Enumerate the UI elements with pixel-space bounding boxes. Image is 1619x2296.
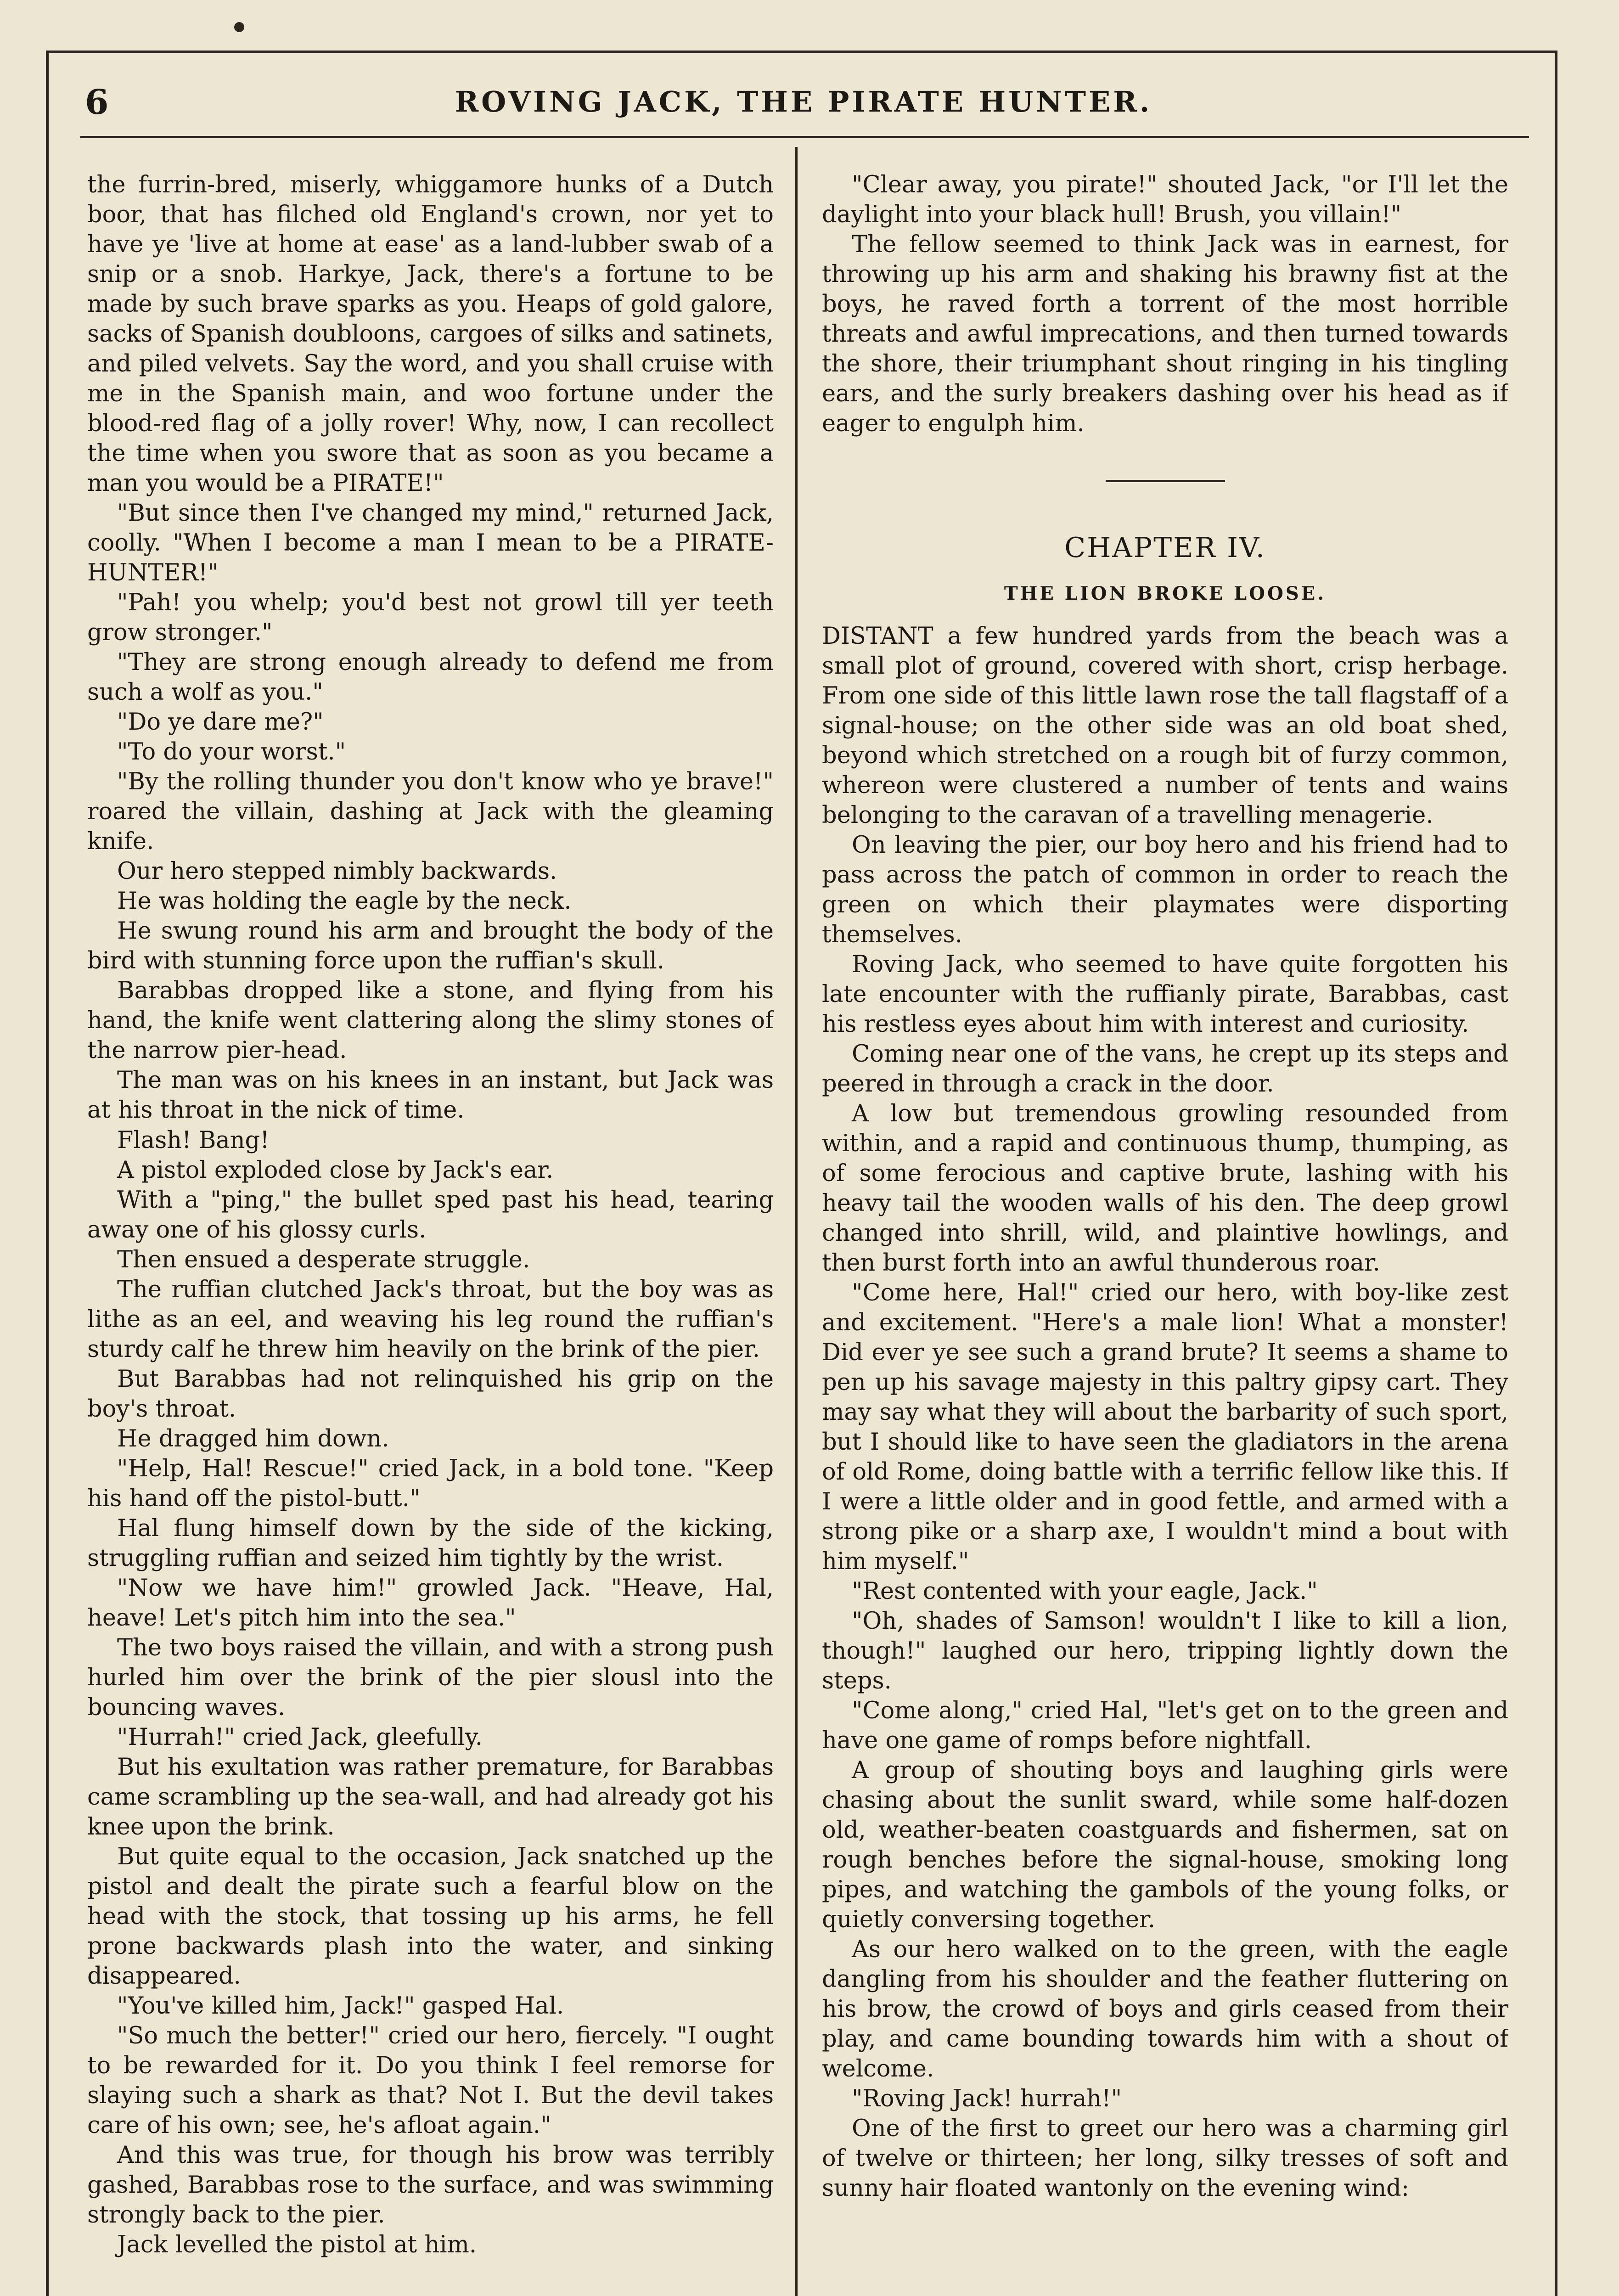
paragraph: "Clear away, you pirate!" shouted Jack, "or I'll let the daylight into your black hull! Brush, you villain!" xyxy=(822,171,1508,229)
paragraph: One of the first to greet our hero was a charming girl of twelve or thirteen; her long, silky tresses of soft and sunny hair floated wantonly on the evening wind: xyxy=(822,2115,1508,2202)
paragraph: On leaving the pier, our boy hero and his friend had to pass across the patch of common in order to reach the green on which their playmates were disporting themselves. xyxy=(822,831,1508,948)
paragraph: Our hero stepped nimbly backwards. xyxy=(117,858,557,885)
paragraph: And this was true, for though his brow was terribly gashed, Barabbas rose to the surface, and was swimming strongly back to the pier. xyxy=(87,2142,774,2229)
right-column xyxy=(822,170,1508,2296)
paragraph: The ruffian clutched Jack's throat, but the boy was as lithe as an eel, and weaving his leg round the ruffian's sturdy calf he threw him heavily on the brink of the pier. xyxy=(87,1276,774,1363)
paragraph: Jack levelled the pistol at him. xyxy=(117,2231,477,2259)
paragraph: But Barabbas had not relinquished his grip on the boy's throat. xyxy=(87,1365,774,1423)
paragraph: "Help, Hal! Rescue!" cried Jack, in a bold tone. "Keep his hand off the pistol-butt." xyxy=(87,1455,774,1512)
paragraph: "Hurrah!" cried Jack, gleefully. xyxy=(117,1723,483,1751)
paragraph: The man was on his knees in an instant, but Jack was at his throat in the nick of time. xyxy=(87,1067,774,1124)
paragraph: Flash! Bang! xyxy=(117,1126,270,1154)
chapter-text xyxy=(822,621,1508,2204)
paragraph: "Come along," cried Hal, "let's get on to the green and have one game of romps before nightfall. xyxy=(822,1697,1508,1755)
paragraph: Barabbas dropped like a stone, and flying from his hand, the knife went clattering along the slimy stones of the narrow pier-head. xyxy=(87,977,774,1064)
paragraph: "By the rolling thunder you don't know who ye brave!" roared the villain, dashing at Jack with the gleaming knife. xyxy=(87,768,774,855)
paragraph: But quite equal to the occasion, Jack snatched up the pistol and dealt the pirate such a fearful blow on the head with the stock, that tossing up his arms, he fell prone backwards plash into the water, and sinking disappeared. xyxy=(87,1843,774,1990)
paragraph: "Oh, shades of Samson! wouldn't I like to kill a lion, though!" laughed our hero, tripping lightly down the steps. xyxy=(822,1608,1508,1695)
header-rule xyxy=(80,136,1529,138)
paragraph: DISTANT a few hundred yards from the beach was a small plot of ground, covered with short, crisp herbage. From one side of this little lawn rose the tall flagstaff of a signal-house; on the other side was an old boat shed, beyond which stretched on a rough bit of furzy common, whereon were clustered a number of tents and wains belonging to the caravan of a travelling menagerie. xyxy=(822,622,1508,829)
paragraph: Coming near one of the vans, he crept up its steps and peered in through a crack in the door. xyxy=(822,1040,1508,1097)
paragraph: The fellow seemed to think Jack was in earnest, for throwing up his arm and shaking his brawny fist at the boys, he raved forth a torrent of the most horrible threats and awful imprecations, and then turned towards the shore, their triumphant shout ringing in his tingling ears, and the surly breakers dashing over his head as if eager to engulph him. xyxy=(822,231,1508,438)
paragraph: Then ensued a desperate struggle. xyxy=(117,1246,530,1273)
paragraph: "Roving Jack! hurrah!" xyxy=(852,2085,1122,2113)
paragraph: As our hero walked on to the green, with the eagle dangling from his shoulder and the feather fluttering on his brow, the crowd of boys and girls ceased from their play, and came bounding towards him with a shout of welcome. xyxy=(822,1936,1508,2083)
left-column xyxy=(87,170,774,2296)
paragraph: He swung round his arm and brought the body of the bird with stunning force upon the ruffian's skull. xyxy=(87,917,774,975)
paragraph: But his exultation was rather premature, for Barabbas came scrambling up the sea-wall, and had already got his knee upon the brink. xyxy=(87,1753,774,1840)
right-column-top-text xyxy=(822,170,1508,439)
paragraph: "Rest contented with your eagle, Jack." xyxy=(852,1578,1318,1605)
paragraph: Hal flung himself down by the side of the kicking, struggling ruffian and seized him tightly by the wrist. xyxy=(87,1514,774,1572)
paragraph: A group of shouting boys and laughing girls were chasing about the sunlit sward, while some half-dozen old, weather-beaten coastguards and fishermen, sat on rough benches before the signal-house, smoking long pipes, and watching the gambols of the young folks, or quietly conversing together. xyxy=(822,1757,1508,1934)
section-divider xyxy=(1106,480,1225,482)
paragraph: The two boys raised the villain, and with a strong push hurled him over the brink of the pier slousl into the bouncing waves. xyxy=(87,1634,774,1721)
running-head: ROVING JACK, THE PIRATE HUNTER. xyxy=(455,85,1152,118)
paragraph: the furrin-bred, miserly, whiggamore hunks of a Dutch boor, that has filched old England's crown, nor yet to have ye 'live at home at ease' as a land-lubber swab of a snip or a snob. Harkye, Jack, there's a fortune to be made by such brave sparks as you. Heaps of gold galore, sacks of Spanish doubloons, cargoes of silks and satinets, and piled velvets. Say the word, and you shall cruise with me in the Spanish main, and woo fortune under the blood-red flag of a jolly rover! Why, now, I can recollect the time when you swore that as soon as you became a man you would be a PIRATE!" xyxy=(87,171,774,497)
paragraph: "Pah! you whelp; you'd best not growl till yer teeth grow stronger." xyxy=(87,589,774,647)
chapter-subtitle: THE LION BROKE LOOSE. xyxy=(1004,582,1327,604)
paragraph: "You've killed him, Jack!" gasped Hal. xyxy=(117,1992,564,2020)
paragraph: "Come here, Hal!" cried our hero, with boy-like zest and excitement. "Here's a male lion! What a monster! Did ever ye see such a grand brute? It seems a shame to pen up his savage majesty in this paltry gipsy cart. They may say what they will about the barbarity of such sport, but I should like to have seen the gladiators in the arena of old Rome, doing battle with a terrific fellow like this. If I were a little older and in good fettle, and armed with a strong pike or a sharp axe, I wouldn't mind a bout with him myself." xyxy=(822,1279,1508,1576)
paragraph: He was holding the eagle by the neck. xyxy=(117,888,572,915)
paragraph: "They are strong enough already to defend me from such a wolf as you." xyxy=(87,649,774,706)
paragraph: "Do ye dare me?" xyxy=(117,709,324,736)
paragraph: A low but tremendous growling resounded from within, and a rapid and continuous thump, thumping, as of some ferocious and captive brute, lashing with his heavy tail the wooden walls of his den. The deep growl changed into shrill, wild, and plaintive howlings, and then burst forth into an awful thunderous roar. xyxy=(822,1100,1508,1277)
paragraph: With a "ping," the bullet sped past his head, tearing away one of his glossy curls. xyxy=(87,1186,774,1244)
paragraph: A pistol exploded close by Jack's ear. xyxy=(117,1156,554,1184)
chapter-title: CHAPTER IV. xyxy=(1064,532,1266,564)
page-number: 6 xyxy=(85,83,110,122)
paragraph: "Now we have him!" growled Jack. "Heave, Hal, heave! Let's pitch him into the sea." xyxy=(87,1574,774,1632)
column-divider xyxy=(795,147,798,2296)
paragraph: Roving Jack, who seemed to have quite forgotten his late encounter with the ruffianly pirate, Barabbas, cast his restless eyes about him with interest and curiosity. xyxy=(822,951,1508,1038)
paragraph: He dragged him down. xyxy=(117,1425,389,1452)
paragraph: "So much the better!" cried our hero, fiercely. "I ought to be rewarded for it. Do you think I feel remorse for slaying such a shark as that? Not I. But the devil takes care of his own; see, he's afloat again." xyxy=(87,2022,774,2139)
paragraph: "But since then I've changed my mind," returned Jack, coolly. "When I become a man I mean to be a PIRATE-HUNTER!" xyxy=(87,500,774,587)
ink-dot xyxy=(234,22,244,32)
paragraph: "To do your worst." xyxy=(117,738,346,766)
